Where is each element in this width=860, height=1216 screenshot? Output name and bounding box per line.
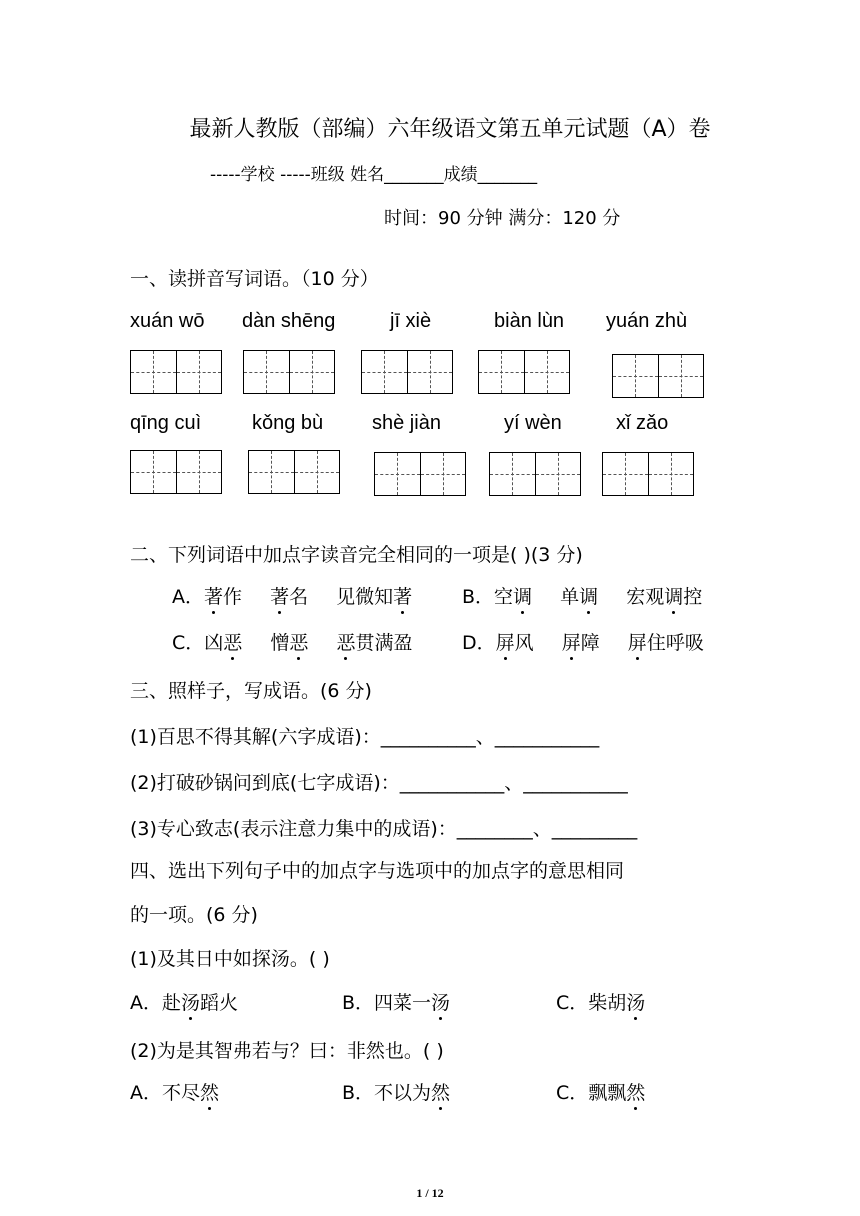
pinyin-5: yuán zhù bbox=[606, 310, 688, 332]
q3-item-1[interactable]: (1)百思不得其解(六字成语)：__________、___________ bbox=[130, 726, 600, 748]
pinyin-7: kǒng bù bbox=[252, 412, 324, 434]
dotted-char: 屏 bbox=[627, 632, 647, 654]
pinyin-3: jī xiè bbox=[390, 310, 432, 332]
dotted-char: 恶 bbox=[223, 632, 243, 654]
writing-grid[interactable] bbox=[489, 452, 581, 496]
writing-grid[interactable] bbox=[478, 350, 570, 394]
dotted-char: 恶 bbox=[336, 632, 356, 654]
dotted-char: 调 bbox=[513, 586, 533, 608]
dotted-char: 屏 bbox=[561, 632, 581, 654]
writing-grid[interactable] bbox=[612, 354, 704, 398]
q4-sentence-2: (2)为是其智弗若与？曰：非然也。( ) bbox=[130, 1040, 444, 1062]
writing-grid[interactable] bbox=[602, 452, 694, 496]
q2-option-c[interactable]: C．凶恶 憎恶 恶贯满盈 bbox=[172, 632, 413, 654]
dotted-char: 汤 bbox=[626, 992, 646, 1014]
q3-item-2[interactable]: (2)打破砂锅问到底(七字成语)：___________、___________ bbox=[130, 772, 628, 794]
page-title: 最新人教版（部编）六年级语文第五单元试题（A）卷 bbox=[189, 117, 711, 142]
dotted-char: 著 bbox=[270, 586, 290, 608]
pinyin-10: xǐ zǎo bbox=[616, 412, 669, 434]
q4-s2-option-b[interactable]: B．不以为然 bbox=[342, 1082, 451, 1104]
writing-grid[interactable] bbox=[130, 350, 222, 394]
dotted-char: 调 bbox=[664, 586, 684, 608]
q1-heading: 一、读拼音写词语。（10 分） bbox=[130, 268, 379, 290]
q2-option-a[interactable]: A．著作 著名 见微知著 bbox=[172, 586, 413, 608]
q4-heading-cont: 的一项。(6 分) bbox=[130, 904, 258, 926]
writing-grid[interactable] bbox=[248, 450, 340, 494]
pinyin-6: qīng cuì bbox=[130, 412, 202, 434]
writing-grid[interactable] bbox=[130, 450, 222, 494]
q4-s1-option-a[interactable]: A．赴汤蹈火 bbox=[130, 992, 239, 1014]
q4-sentence-1: (1)及其日中如探汤。( ) bbox=[130, 948, 330, 970]
q4-s2-option-a[interactable]: A．不尽然 bbox=[130, 1082, 220, 1104]
dotted-char: 著 bbox=[204, 586, 224, 608]
writing-grid[interactable] bbox=[243, 350, 335, 394]
writing-grid[interactable] bbox=[361, 350, 453, 394]
q3-heading: 三、照样子，写成语。(6 分) bbox=[130, 680, 372, 702]
dotted-char: 著 bbox=[393, 586, 413, 608]
student-info-line: -----学校 -----班级 姓名_______成绩_______ bbox=[210, 165, 538, 185]
dotted-char: 汤 bbox=[181, 992, 201, 1014]
pinyin-9: yí wèn bbox=[504, 412, 562, 434]
dotted-char: 汤 bbox=[431, 992, 451, 1014]
dotted-char: 调 bbox=[579, 586, 599, 608]
q3-item-3[interactable]: (3)专心致志(表示注意力集中的成语)：________、_________ bbox=[130, 818, 638, 840]
q4-heading: 四、选出下列句子中的加点字与选项中的加点字的意思相同 bbox=[130, 860, 625, 882]
q2-option-b[interactable]: B．空调 单调 宏观调控 bbox=[462, 586, 703, 608]
pinyin-4: biàn lùn bbox=[494, 310, 565, 332]
q4-s1-option-b[interactable]: B．四菜一汤 bbox=[342, 992, 451, 1014]
dotted-char: 屏 bbox=[495, 632, 515, 654]
q2-heading: 二、下列词语中加点字读音完全相同的一项是( )(3 分) bbox=[130, 544, 583, 566]
pinyin-2: dàn shēng bbox=[242, 310, 336, 332]
dotted-char: 然 bbox=[626, 1082, 646, 1104]
page-number: 1 / 12 bbox=[416, 1186, 444, 1200]
q4-s1-option-c[interactable]: C．柴胡汤 bbox=[556, 992, 646, 1014]
dotted-char: 然 bbox=[200, 1082, 220, 1104]
pinyin-1: xuán wō bbox=[130, 310, 205, 332]
q2-option-d[interactable]: D．屏风 屏障 屏住呼吸 bbox=[462, 632, 704, 654]
writing-grid[interactable] bbox=[374, 452, 466, 496]
exam-time-line: 时间：90 分钟 满分：120 分 bbox=[384, 208, 621, 229]
dotted-char: 恶 bbox=[289, 632, 309, 654]
pinyin-8: shè jiàn bbox=[372, 412, 441, 434]
dotted-char: 然 bbox=[431, 1082, 451, 1104]
q4-s2-option-c[interactable]: C．飘飘然 bbox=[556, 1082, 646, 1104]
